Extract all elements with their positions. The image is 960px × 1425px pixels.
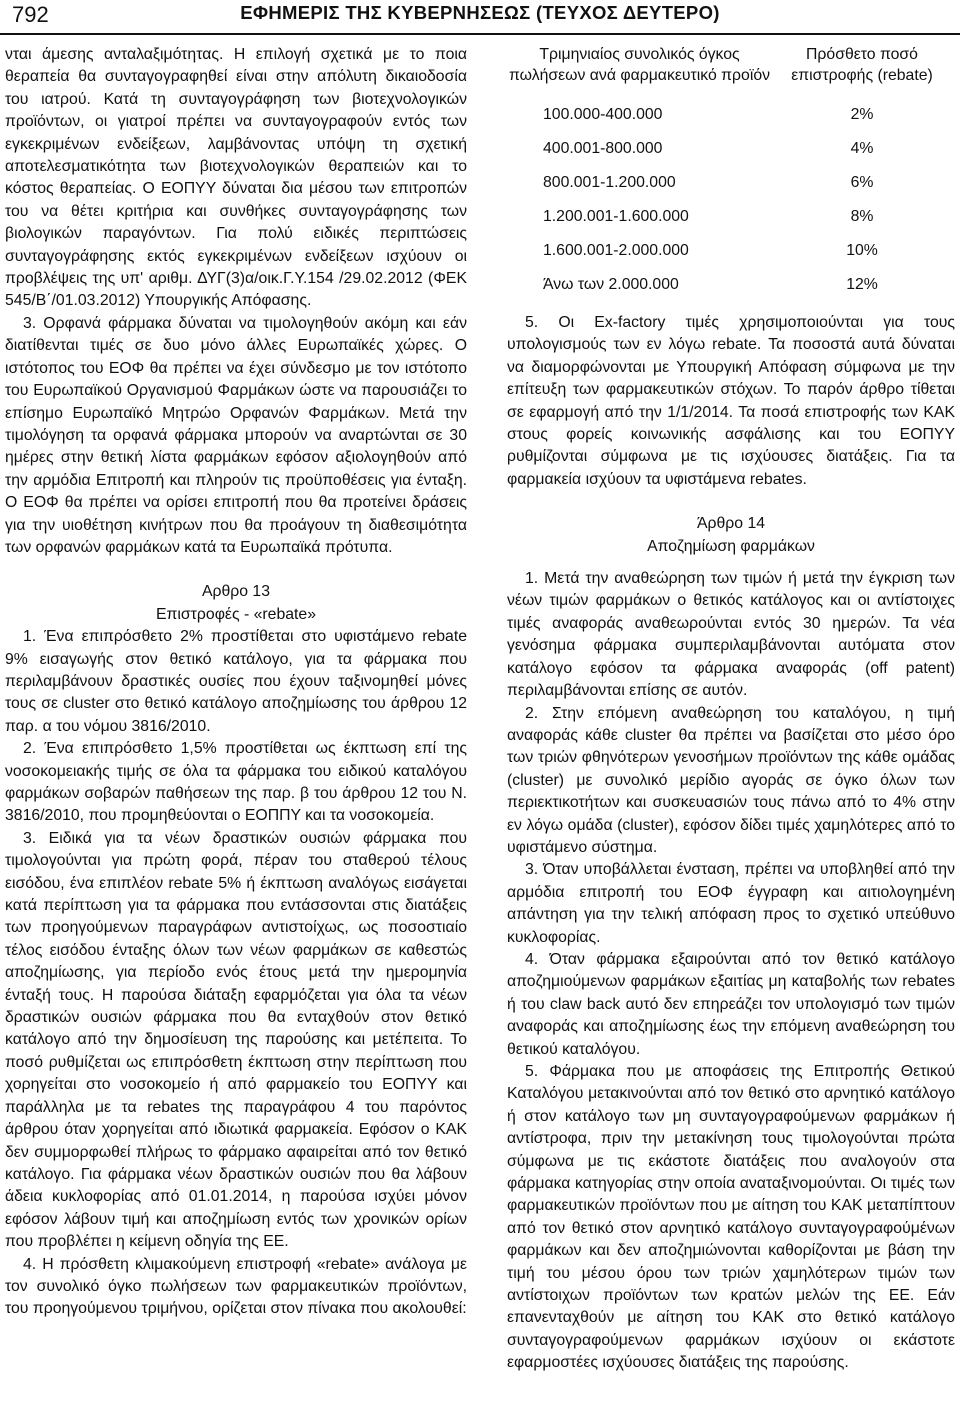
page-number: 792 [12,2,49,27]
volume-range: 100.000-400.000 [543,106,663,123]
paragraph: 1. Μετά την αναθεώρηση των τιμών ή μετά την έγκριση των νέων τιμών φαρμάκων ο θετικός κατάλογος και οι αντίστοιχες τιμές αναφοράς αναθεωρούνται εντός 30 ημερών. Τα νέα γενόσημα φάρμακα συμπεριλαμβάνονται αυτόματα στον κατάλογο εφόσον τα φάρμακα αναφοράς (off patent) περιλαμβάνονται επίσης σε αυτόν. [507,570,955,700]
table-row [507,98,952,132]
spacer [5,559,467,581]
article-subtitle: Επιστροφές - «rebate» [155,605,316,623]
volume-range: 800.001-1.200.000 [543,174,676,191]
paragraph: 3. Όταν υποβάλλεται ένσταση, πρέπει να υποβληθεί από την αρμόδια επιτροπή του ΕΟΦ έγγραφη και αιτιολογημένη απάντηση για την τελική απόφαση προς το σχετικό υπεύθυνο κυκλοφορίας. [507,861,955,946]
table-row [507,166,952,200]
paragraph: 3. Ειδικά για τα νέων δραστικών ουσιών φάρμακα που τιμολογούνται για πρώτη φορά, πέραν του σταθερού τέλους εισόδου, ένα επιπλέον rebate 5% ή έκπτωση αναλόγως εισάγεται κατά περίπτωση για τα φάρμακα που εντάσσονται στις διατάξεις των προηγούμενων παραγράφων αντιστοίχως, ως ποσοστιαίο τέλος εισόδου ένταξης όλων των νέων φαρμάκων σε καθεστώς αποζημίωσης, για περίοδο ενός έτους μετά την ημερομηνία ένταξή τους. Η παρούσα διάταξη εφαρμόζεται για όλα τα νέων δραστικών ουσιών φάρμακα που θα ενταχθούν στον θετικό κατάλογο από την δημοσίευση της παρούσης και μετέπειτα. Το ποσό ρυθμίζεται ως επιπρόσθετη έκπτωση στην περίπτωση που χορηγείται στο νοσοκομείο ή από φαρμακείο του ΕΟΠΥΥ και παράλληλα με τα rebates της παραγράφου 4 του παρόντος άρθρου όταν χορηγείται από ιδιωτικά φαρμακεία. Εφόσον ο ΚΑΚ δεν συμμορφωθεί πλήρως το φάρμακο αφαιρείται από τον θετικό κατάλογο. Για φάρμακα νέων δραστικών ουσιών που θα λάβουν άδεια κυκλοφορίας από 01.01.2014, η παρούσα ισχύει μόνον εφόσον λάβουν τιμή και αποζημίωση εντός των χρονικών ορίων που προβλέπει η κείμενη οδηγία της ΕΕ. [5,829,467,1251]
volume-range: 1.200.001-1.600.000 [543,208,689,225]
volume-range: 1.600.001-2.000.000 [543,242,689,259]
volume-range: 400.001-800.000 [543,140,663,157]
right-column [507,44,955,1375]
table-header-rebate: Πρόσθετο ποσό επιστροφής (rebate) [791,46,933,84]
header-rule [0,33,960,35]
rebate-rate: 10% [846,242,878,259]
paragraph: 5. Οι Ex-factory τιμές χρησιμοποιούνται για τους υπολογισμούς των εν λόγω rebate. Τα ποσοστά αυτά δύναται να διαμορφώνονται με Υπουργική Απόφαση σύμφωνα με την επίτευξη των φαρμακευτικών στόχων. Το παρόν άρθρο τίθεται σε εφαρμογή από την 1/1/2014. Τα ποσά επιστροφής των ΚΑΚ στους φορείς κοινωνικής ασφάλισης και του ΕΟΠΥΥ ρυθμίζονται σύμφωνα με τις ισχύουσες διατάξεις. Για τα φαρμακεία ισχύουν τα υφιστάμενα rebates. [507,314,955,488]
table-header-volume: Τριμηνιαίος συνολικός όγκος πωλήσεων ανά φαρμακευτικό προϊόν [508,46,771,84]
left-column [5,44,467,1321]
paragraph: 4. Η πρόσθετη κλιμακούμενη επιστροφή «rebate» ανάλογα με τον συνολικό όγκο πωλήσεων των φαρμακευτικών προϊόντων, του προηγούμενου τριμήνου, ορίζεται στον πίνακα που ακολουθεί: [5,1255,467,1318]
volume-range: Άνω των 2.000.000 [543,276,679,293]
spacer [507,302,955,312]
paragraph: 2. Στην επόμενη αναθεώρηση του καταλόγου, η τιμή αναφοράς κάθε cluster θα πρέπει να βασίζεται στο μέσο όρο των τριών φθηνότερων γενοσήμων προϊόντων της κάθε ομάδας (cluster) με συνολικό μερίδιο αγοράς σε όγκο όλων των περιεκτικοτήτων και συσκευασιών τους πάνω από το 4% στην εν λόγω ομάδα (cluster), εφόσον δίδει τιμές χαμηλότερες από το υφιστάμενο σύστημα. [507,704,955,856]
table-row [507,234,952,268]
table-row [507,200,952,234]
table-row [507,268,952,302]
rebate-rate: 4% [850,140,874,157]
spacer [507,558,955,568]
paragraph: 4. Όταν φάρμακα εξαιρούνται από τον θετικό κατάλογο αποζημιούμενων φαρμάκων εξαιτίας μη καταβολής των rebates ή του claw back αυτό δεν επηρεάζει τον υπολογισμό των τιμών αναφοράς και αποζημίωσης έως την επόμενη αναθεώρηση του θετικού καταλόγου. [507,950,955,1058]
rebate-rate: 12% [846,276,878,293]
spacer [507,491,955,513]
rebate-rate: 6% [850,174,874,191]
rebate-rate: 8% [850,208,874,225]
table-row [507,132,952,166]
table-header-row [507,44,952,98]
rebate-table [507,44,952,302]
gazette-title: ΕΦΗΜΕΡΙΣ ΤΗΣ ΚΥΒΕΡΝΗΣΕΩΣ (ΤΕΥΧΟΣ ΔΕΥΤΕΡΟ) [240,2,720,23]
rebate-rate: 2% [850,106,874,123]
article-title: Άρθρο 14 [696,515,766,533]
paragraph: νται άμεσης ανταλαξιμότητας. Η επιλογή σχετικά με το ποια θεραπεία θα συνταγογραφηθεί είναι στην απόλυτη δικαιοδοσία του ιατρού. Κατά τη συνταγογράφηση των βιοτεχνολογικών προϊόντων, οι γιατροί πρέπει να συνταγογραφούν εντός των εγκεκριμένων ενδείξεων, λαμβάνοντας υπόψη τη σχετική αποτελεσματικότητα των βιοτεχνολογικών θεραπειών και το κόστος θεραπείας. Ο ΕΟΠΥΥ δύναται δια μέσου των επιτροπών του να θέτει κριτήρια και συνθήκες συνταγογράφησης των βιολογικών παραγόντων. Για πολύ ειδικές περιπτώσεις συνταγογράφησης εκτός εγκεκριμένων ενδείξεων ισχύουν οι προβλέψεις της υπ' αριθμ. ΔΥΓ(3)α/οικ.Γ.Υ.154 /29.02.2012 (ΦΕΚ 545/Β΄/01.03.2012) Υπουργικής Απόφασης. [5,46,467,310]
paragraph: 1. Ένα επιπρόσθετο 2% προστίθεται στο υφιστάμενο rebate 9% εισαγωγής στον θετικό κατάλογο, για τα φάρμακα που περιλαμβάνουν δραστικές ουσίες που έχουν ταξινομηθεί μόνες τους σε cluster στο θετικό κατάλογο αποζημίωσης του άρθρου 12 παρ. α του νόμου 3816/2010. [5,628,467,735]
paragraph: 3. Ορφανά φάρμακα δύναται να τιμολογηθούν ακόμη και εάν διατίθενται τιμές σε δυο μόνο άλλες Ευρωπαϊκές χώρες. Ο ιστότοπος του ΕΟΦ θα πρέπει να έχει σύνδεσμο με τον ιστότοπο του Ευρωπαϊκού Οργανισμού Φαρμάκων ώστε να παρουσιάζει το επίσημο Ευρωπαϊκό Μητρώο Ορφανών Φαρμάκων. Μετά την τιμολόγηση τα ορφανά φάρμακα μπορούν να αναρτώνται σε 30 ημέρες στην θετική λίστα φαρμάκων εφόσον αξιολογηθούν από την αρμόδια Επιτροπή και πληρούν τις προϋποθέσεις για ένταξη. Ο ΕΟΦ θα πρέπει να ορίσει επιτροπή που θα προτείνει δράσεις για την υιοθέτηση κινήτρων που θα προάγουν τη διαθεσιμότητα των ορφανών φαρμάκων κατά τα Ευρωπαϊκά πρότυπα. [5,314,467,556]
article-subtitle: Αποζημίωση φαρμάκων [647,537,815,555]
page-header [0,0,960,36]
paragraph: 5. Φάρμακα που με αποφάσεις της Επιτροπής Θετικού Καταλόγου μετακινούνται από τον θετικό στο αρνητικό κατάλογο ή στον κατάλογο των μη συνταγογραφούμενων φαρμάκων ή αντίστροφα, πριν την μετακίνηση τους τιμολογούνται πρώτα σύμφωνα με τις εκάστοτε διατάξεις που αναλογούν στα φάρμακα κατηγορίας στην οποία αναταξινομούνται. Οι τιμές των φαρμακευτικών προϊόντων που με αίτηση του ΚΑΚ μεταπίπτουν από τον θετικό στον αρνητικό κατάλογο συνταγογραφούμένων φαρμάκων και δεν αποζημιώνονται καθορίζονται με βάση την τιμή του μέσου όρου των τριών χαμηλότερων τιμών των αντίστοιχων προϊόντων των κρατών μελών της ΕΕ. Εάν επανενταχθούν με αίτηση του ΚΑΚ στο θετικό κατάλογο συνταγογραφούμενων φαρμάκων ισχύουν οι εκάστοτε εφαρμοστέες ισχύουσες διατάξεις της παρούσης. [507,1063,955,1372]
paragraph: 2. Ένα επιπρόσθετο 1,5% προστίθεται ως έκπτωση επί της νοσοκομειακής τιμής σε όλα τα φάρμακα του ειδικού καταλόγου φαρμάκων σοβαρών παθήσεων της παρ. β του άρθρου 12 του Ν. 3816/2010, που προμηθεύονται ο ΕΟΠΠΥ και τα νοσοκομεία. [5,740,467,825]
article-title: Αρθρο 13 [201,583,271,601]
